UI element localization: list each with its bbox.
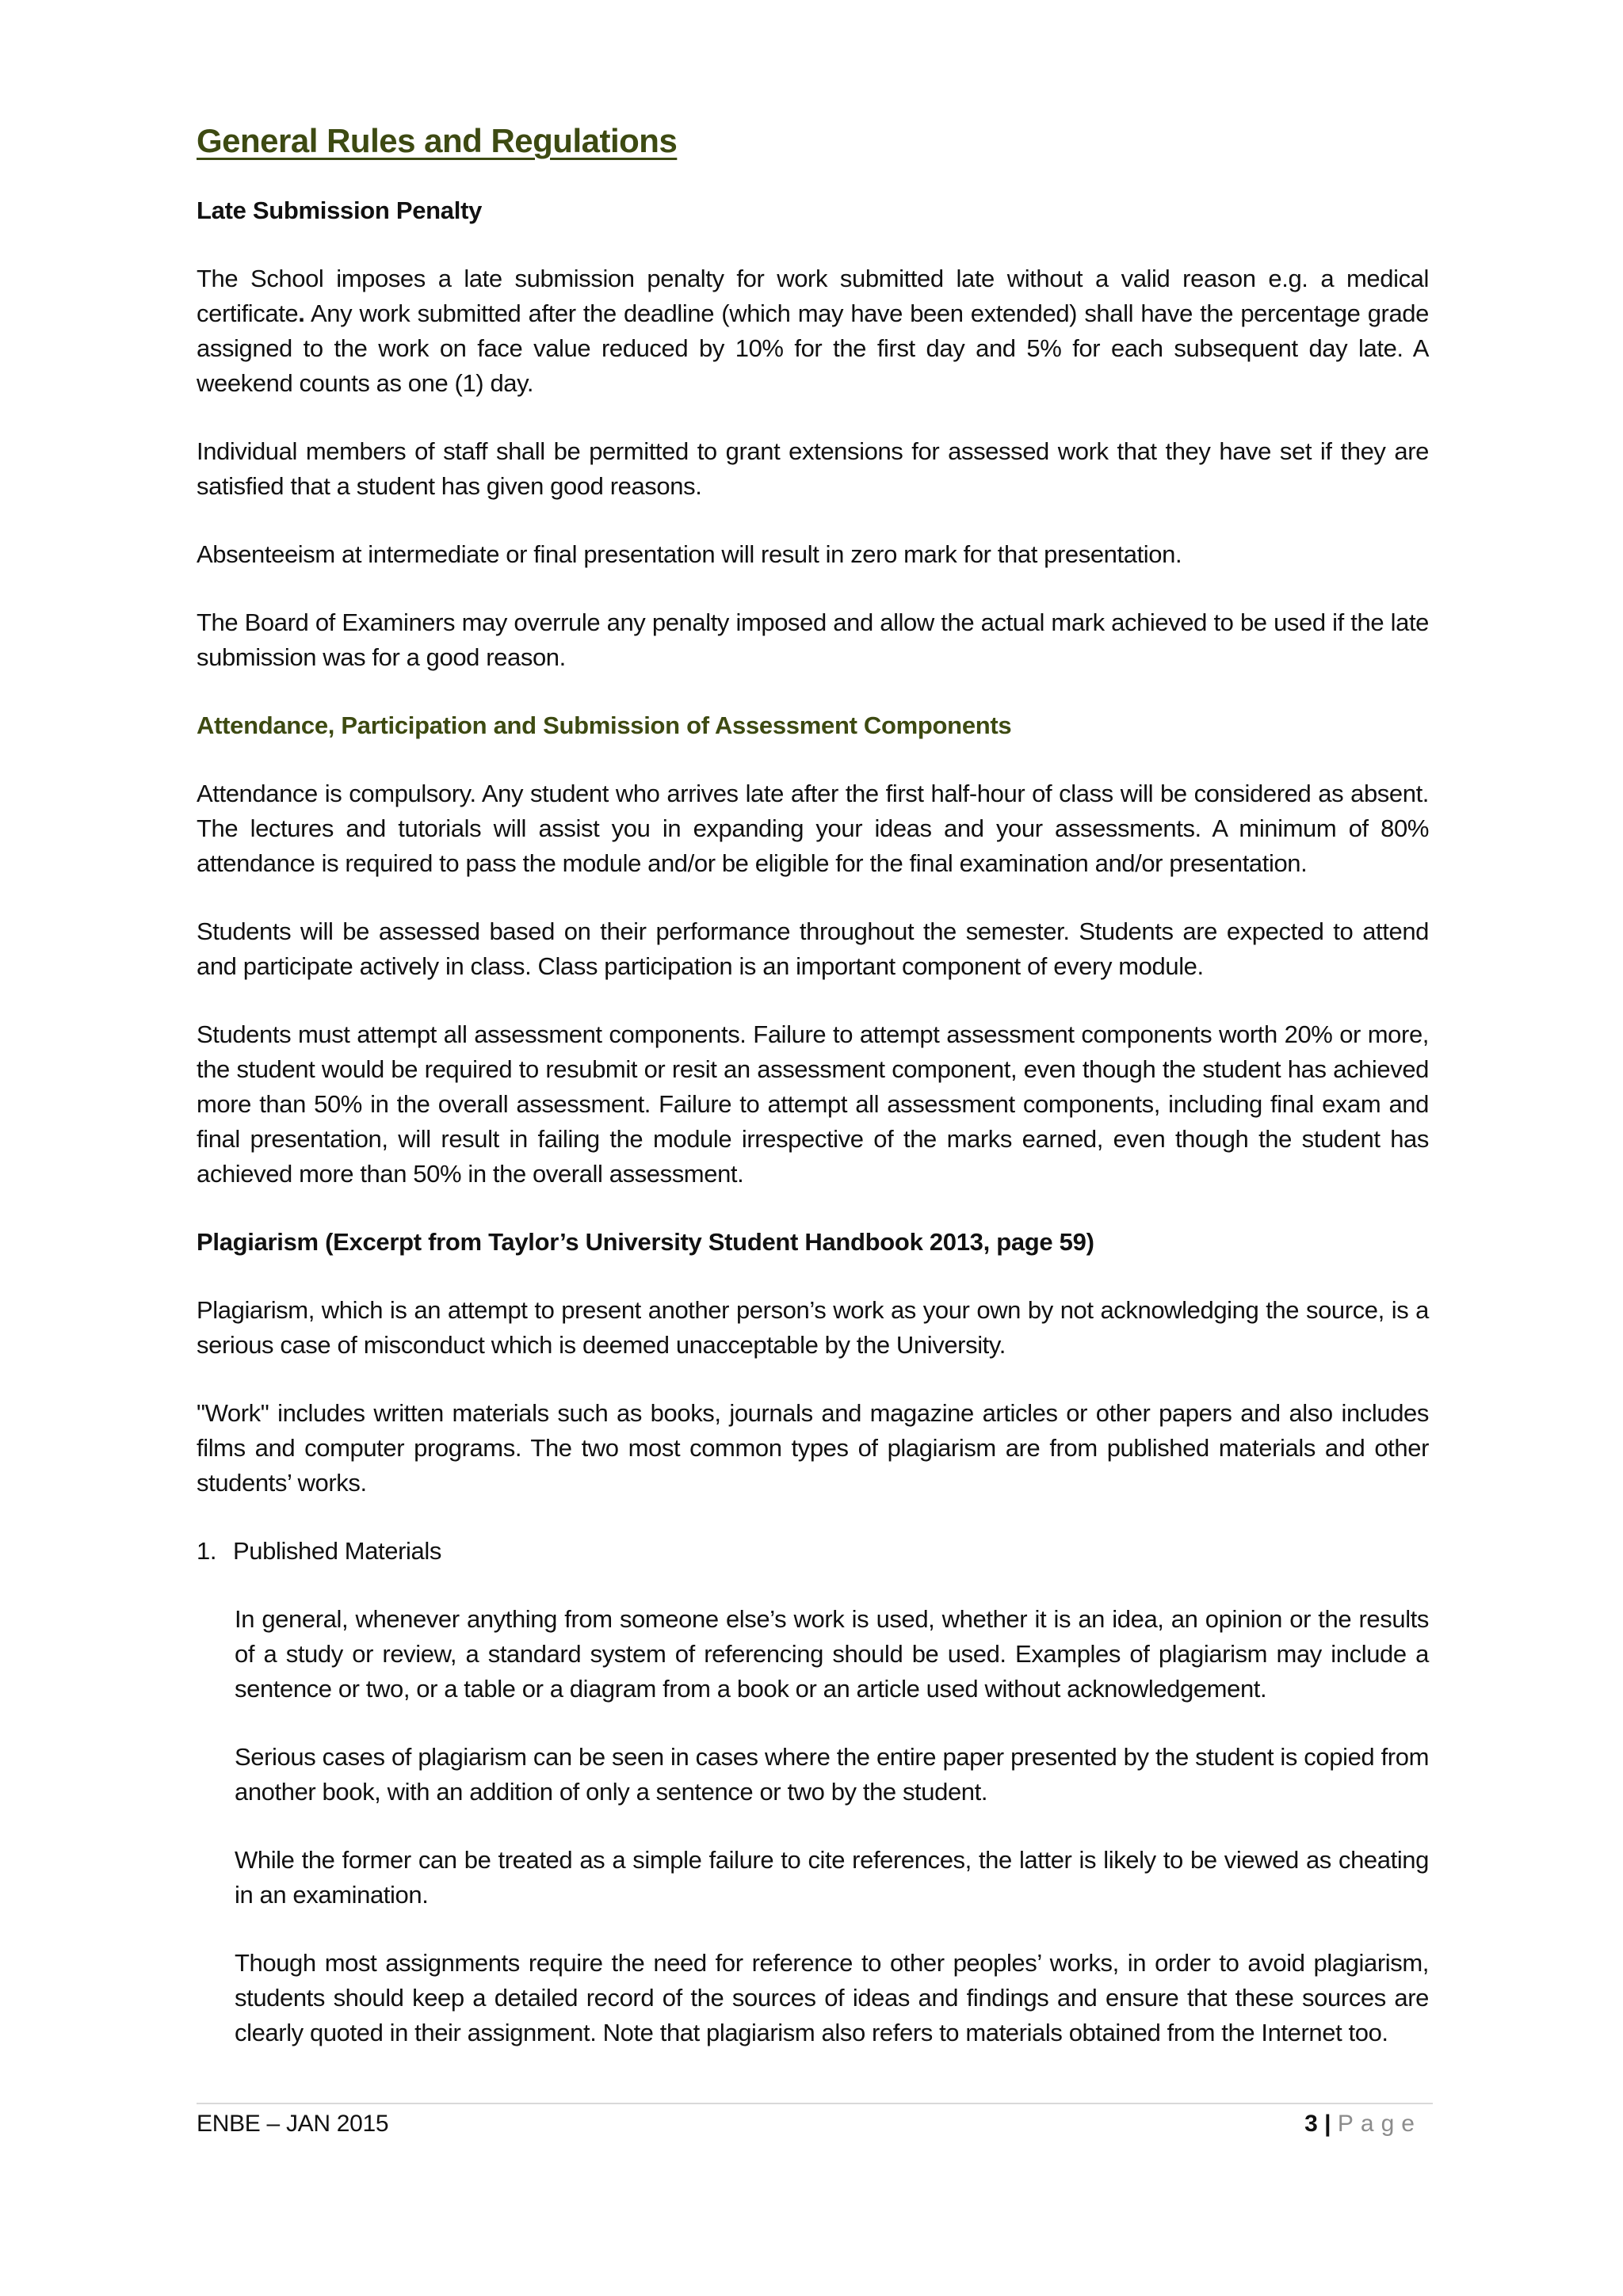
- page-title: General Rules and Regulations: [197, 122, 678, 159]
- late-submission-paragraph-1: [197, 261, 1429, 401]
- attendance-paragraph-3: Students must attempt all assessment components. Failure to attempt assessment components worth 20% or more, the student would be required to resubmit or resit an assessment component, even though the student has achieved more than 50% in the overall assessment. Failure to attempt all assessment components, including final exam and final presentation, will result in failing the module irrespective of the marks earned, even though the student has achieved more than 50% in the overall assessment.: [197, 1020, 1429, 1188]
- plagiarism-paragraph-1: Plagiarism, which is an attempt to present another person’s work as your own by not acknowledging the source, is a serious case of misconduct which is deemed unacceptable by the University.: [197, 1296, 1429, 1359]
- plagiarism-heading: Plagiarism (Excerpt from Taylor’s University Student Handbook 2013, page 59): [197, 1228, 1094, 1256]
- published-materials-paragraph-1: In general, whenever anything from someone else’s work is used, whether it is an idea, an opinion or the results of a study or review, a standard system of referencing should be used. Examples of plagiarism may include a sentence or two, or a table or a diagram from a book or an article used without acknowledgement.: [235, 1605, 1429, 1703]
- late-p1-bold-period: .: [298, 299, 305, 327]
- published-materials-body: [197, 1569, 1429, 2050]
- late-p1-part-b: Any work submitted after the deadline (which may have been extended) shall have the percentage grade assigned to the work on face value reduced by 10% for the first day and 5% for each subsequent day late. A weekend counts as one (1) day.: [197, 299, 1429, 397]
- late-submission-paragraph-2: Individual members of staff shall be permitted to grant extensions for assessed work that they have set if they are satisfied that a student has given good reasons.: [197, 437, 1429, 500]
- list-item-number: 1.: [197, 1537, 217, 1565]
- page-number: 3: [1304, 2111, 1318, 2137]
- late-submission-paragraph-4: The Board of Examiners may overrule any penalty imposed and allow the actual mark achieved to be used if the late submission was for a good reason.: [197, 608, 1429, 671]
- list-item-published-materials: [197, 1534, 1429, 1569]
- late-p1-part-a: The School imposes a late submission penalty for work submitted late without a valid reason e.g. a medical certificate: [197, 265, 1429, 327]
- footer-course-code: ENBE – JAN 2015: [197, 2111, 389, 2137]
- page-separator: |: [1317, 2111, 1338, 2137]
- page-label: Page: [1337, 2111, 1422, 2137]
- plagiarism-paragraph-2: "Work" includes written materials such as books, journals and magazine articles or other papers and also includes films and computer programs. The two most common types of plagiarism are from published materials and other students’ works.: [197, 1399, 1429, 1497]
- published-materials-paragraph-4: Though most assignments require the need for reference to other peoples’ works, in order to avoid plagiarism, students should keep a detailed record of the sources of ideas and findings and ensure that these sources are clearly quoted in their assignment. Note that plagiarism also refers to materials obtained from the Internet too.: [235, 1949, 1429, 2046]
- published-materials-paragraph-2: Serious cases of plagiarism can be seen in cases where the entire paper presented by the student is copied from another book, with an addition of only a sentence or two by the student.: [235, 1743, 1429, 1806]
- footer-page-indicator: [1304, 2107, 1422, 2141]
- attendance-heading: Attendance, Participation and Submission of Assessment Components: [197, 711, 1012, 739]
- attendance-paragraph-1: Attendance is compulsory. Any student who arrives late after the first half-hour of class will be considered as absent. The lectures and tutorials will assist you in expanding your ideas and your assessments. A minimum of 80% attendance is required to pass the module and/or be eligible for the final examination and/or presentation.: [197, 780, 1429, 877]
- published-materials-paragraph-3: While the former can be treated as a simple failure to cite references, the latter is likely to be viewed as cheating in an examination.: [235, 1846, 1429, 1909]
- list-item-label: Published Materials: [233, 1537, 441, 1565]
- late-submission-heading: Late Submission Penalty: [197, 196, 483, 224]
- late-submission-paragraph-3: Absenteeism at intermediate or final presentation will result in zero mark for that presentation.: [197, 540, 1182, 568]
- page-content: [197, 119, 1429, 2050]
- footer-divider: [197, 2103, 1433, 2104]
- attendance-paragraph-2: Students will be assessed based on their performance throughout the semester. Students are expected to attend and participate actively in class. Class participation is an important component of every module.: [197, 917, 1429, 980]
